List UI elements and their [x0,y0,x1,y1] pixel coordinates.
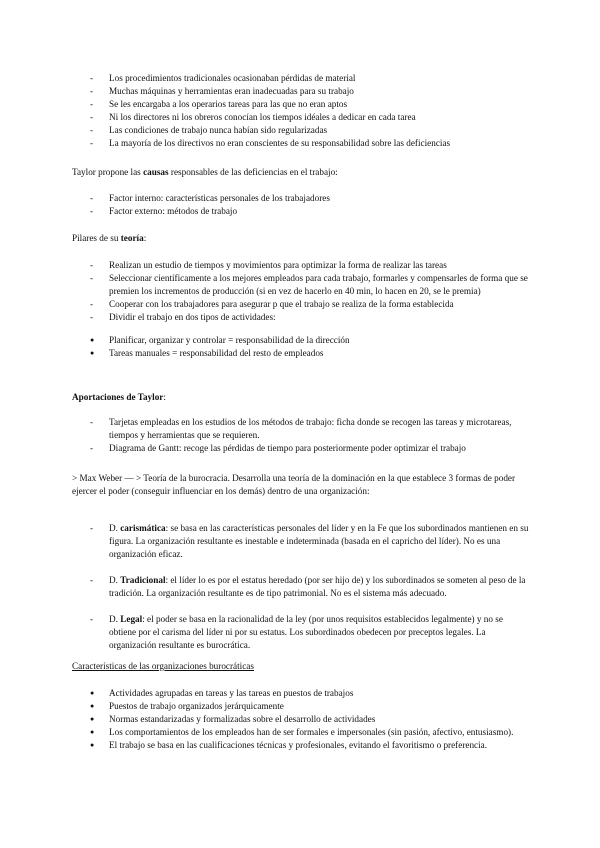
list-item: ● Los comportamientos de los empleados han de ser formales e impersonales (sin pasión, afectivo, entusiasmo). [90,726,530,739]
caracteristicas-title [72,660,532,673]
pilares-list [90,259,530,324]
pilares-heading [72,232,532,245]
pilares-bold: teoría [120,233,144,243]
dominacion-text: : el poder se basa en la racionalidad de la ley (por unos requisitos establecidos legalmente) y no se obtiene por el carisma del líder ni por su estatus. Los subordinados obedecen por preceptos legales. La organización resultante es burocrática. [109,614,503,650]
list-item: ● Actividades agrupadas en tareas y las tareas en puestos de trabajos [90,687,530,700]
pilares-section [0,232,600,360]
causas-heading [72,166,532,179]
list-item: ● Tareas manuales = responsabilidad del resto de empleados [90,347,530,360]
list-item: ● Planificar, organizar y controlar = responsabilidad de la dirección [90,334,530,347]
caracteristicas-section [0,660,600,752]
list-item: - Cooperar con los trabajadores para asegurar p que el trabajo se realiza de la forma establecida [90,298,530,311]
caracteristicas-list [90,687,530,752]
causas-list [90,192,530,218]
aportaciones-section [0,391,600,455]
list-item: - Diagrama de Gantt: recoge las pérdidas de tiempo para posteriormente poder optimizar el trabajo [90,442,530,455]
list-item: - Realizan un estudio de tiempos y movimientos para optimizar la forma de realizar las tareas [90,259,530,272]
aportaciones-heading [72,391,532,404]
pilares-prefix: Pilares de su [72,233,121,243]
dominacion-type: Legal [120,614,143,624]
list-item: - Factor interno: características personales de los trabajadores [90,192,530,205]
pilares-sublist [90,334,530,360]
aportaciones-list [90,416,530,455]
list-item: ● Puestos de trabajo organizados jerárquicamente [90,700,530,713]
list-item: - Muchas máquinas y herramientas eran inadecuadas para su trabajo [90,85,530,98]
dominacion-prefix: D. [109,614,121,624]
list-item: - Factor externo: métodos de trabajo [90,205,530,218]
list-item: - Tarjetas empleadas en los estudios de los métodos de trabajo: ficha donde se recogen las tareas y microtareas, tiempos y herramientas que se requieren. [90,416,530,442]
list-item: - Ni los directores ni los obreros conocían los tiempos idéales a dedicar en cada tarea [90,111,530,124]
dominacion-prefix: D. [109,575,121,585]
list-item: - Se les encargaba a los operarios tareas para las que no eran aptos [90,98,530,111]
list-item: - Las condiciones de trabajo nunca habían sido regularizadas [90,124,530,137]
caracteristicas-title-text: Características de las organizaciones burocráticas [72,661,254,671]
dominacion-list [90,522,530,652]
intro-list [90,72,530,150]
weber-text: > Max Weber — > Teoría de la burocracia. Desarrolla una teoría de la dominación en la que establece 3 formas de poder ejercer el poder (conseguir influenciar en los demás) dentro de una organización: [72,473,516,496]
dominacion-text: : el líder lo es por el estatus heredado (por ser hijo de) y los subordinados se someten al peso de la tradición. La organización resultante es de tipo patrimonial. No es el sistema más adecuado. [109,575,526,598]
causas-section [0,166,600,218]
dominacion-type: carismática [120,523,166,533]
pilares-suffix: : [143,233,147,243]
dominacion-text: : se basa en las características personales del líder y en la Fe que los subordinados mantienen en su figura. La organización resultante es inestable e indeterminada (basada en el capricho del líder). No es una organización eficaz. [109,523,529,559]
list-item: - Seleccionar científicamente a los mejores empleados para cada trabajo, formarles y compensarles de forma que se premien los incrementos de producción (si en vez de hacerlo en 40 min, lo hacen en 20, se le premia) [90,272,530,298]
list-item: - Dividir el trabajo en dos tipos de actividades: [90,311,530,324]
causas-bold: causas [143,167,169,177]
dominacion-item [90,613,530,652]
list-item: ● El trabajo se basa en las cualificaciones técnicas y profesionales, evitando el favoritismo o preferencia. [90,739,530,752]
dominacion-item [90,574,530,600]
aportaciones-suffix: : [163,392,166,402]
aportaciones-bold: Aportaciones de Taylor [72,392,164,402]
causas-prefix: Taylor propone las [72,167,144,177]
dominacion-item [90,522,530,561]
list-item: - La mayoría de los directivos no eran conscientes de su responsabilidad sobre las deficiencias [90,137,530,150]
dominacion-prefix: D. [109,523,121,533]
weber-section [0,472,600,652]
intro-section [0,72,600,150]
list-item: ● Normas estandarizadas y formalizadas sobre el desarrollo de actividades [90,713,530,726]
list-item: - Los procedimientos tradicionales ocasionaban pérdidas de material [90,72,530,85]
causas-suffix: responsables de las deficiencias en el trabajo: [168,167,338,177]
dominacion-type: Tradicional [120,575,166,585]
